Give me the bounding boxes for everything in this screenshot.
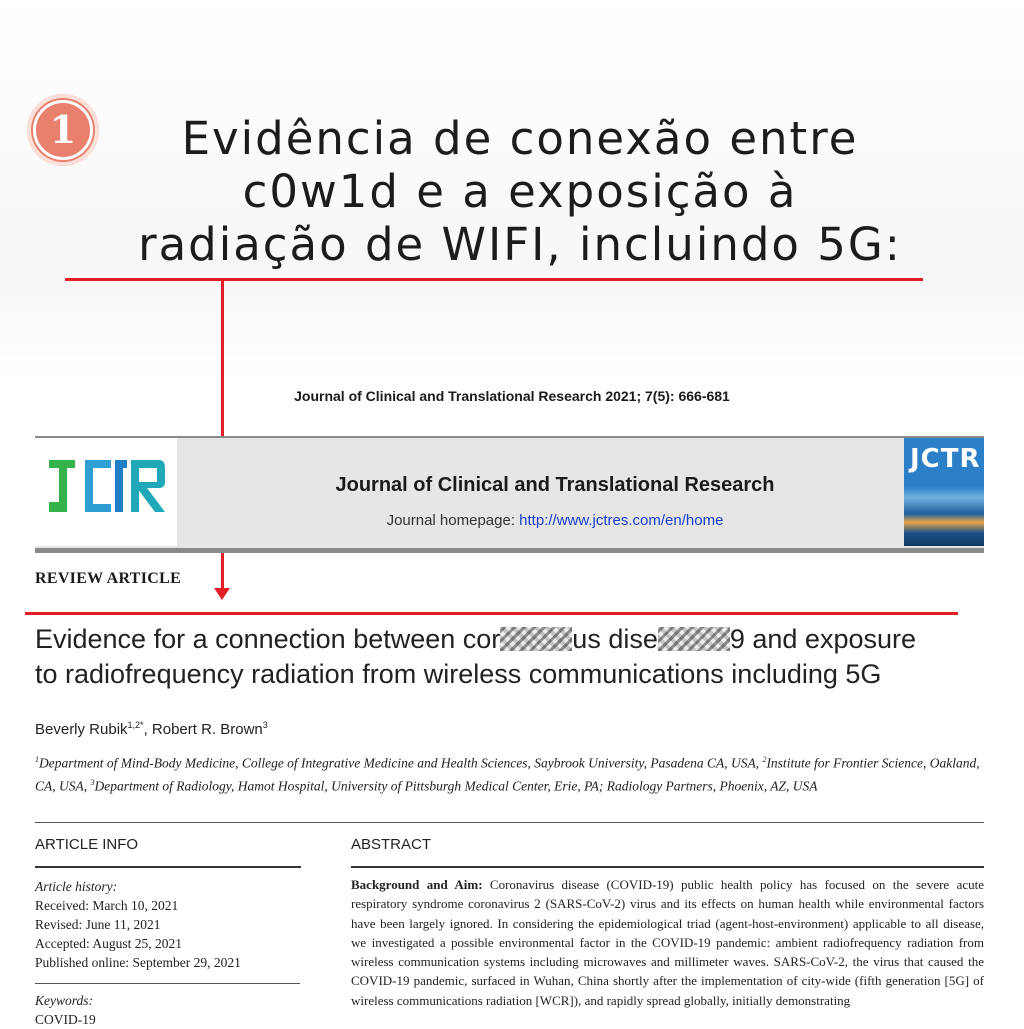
headline <box>90 112 950 271</box>
affiliations <box>35 750 985 795</box>
divider <box>35 866 301 868</box>
article-type: REVIEW ARTICLE <box>35 570 182 587</box>
accepted-date: Accepted: August 25, 2021 <box>35 936 182 951</box>
revised-date: Revised: June 11, 2021 <box>35 917 161 932</box>
headline-line-1: Evidência de conexão entre <box>181 112 859 165</box>
history-label: Article history: <box>35 879 118 894</box>
headline-line-3: radiação de WIFI, incluindo 5G: <box>138 218 902 271</box>
jctr-logo-icon <box>35 438 177 546</box>
affiliation-marker: 2 <box>762 755 767 764</box>
homepage-link[interactable]: http://www.jctres.com/en/home <box>519 512 724 529</box>
keywords-label: Keywords: <box>35 993 93 1008</box>
article-underline <box>25 612 958 615</box>
journal-cover-image <box>904 438 984 546</box>
author-2: , Robert R. Brown <box>143 721 263 738</box>
journal-citation: Journal of Clinical and Translational Research 2021; 7(5): 666-681 <box>294 388 730 404</box>
journal-name: Journal of Clinical and Translational Research <box>335 474 775 496</box>
badge-number: 1 <box>33 100 93 160</box>
blurred-text <box>658 627 730 651</box>
affiliation-marker: 3 <box>90 777 95 787</box>
affiliation-3: Department of Radiology, Hamot Hospital, University of Pittsburgh Medical Center, Erie, PA; Radiology Partners, Phoenix, AZ, USA <box>94 778 818 793</box>
number-badge <box>27 94 99 166</box>
arrow-down-icon <box>214 588 230 600</box>
journal-banner <box>35 436 984 553</box>
affiliation-2: Institute for Frontier Science, Oakland, CA, USA, <box>35 755 980 793</box>
jctr-logo <box>35 438 177 546</box>
article-info <box>35 877 300 1029</box>
abstract-text: Coronavirus disease (COVID-19) public health policy has focused on the severe acute respiratory syndrome coronavirus 2 (SARS-CoV-2) virus and its effects on human health while environmental factors have been largely ignored. In considering the epidemiological triad (agent-host-environment) applicable to all disease, we investigated a possible environmental factor in the COVID-19 pandemic: ambient radiofrequency radiation from wireless communication systems including microwaves and millimeter waves. SARS-CoV-2, the virus that caused the COVID-19 pandemic, surfaced in Wuhan, China shortly after the implementation of city-wide (fifth generation [5G] of wireless communications radiation [WCR]), and rapidly spread globally, initially demonstrating <box>351 877 984 1008</box>
author-1-affiliation: 1,2* <box>127 720 144 730</box>
headline-underline <box>65 278 923 281</box>
title-part-3: 9 and exposure <box>729 624 916 654</box>
keyword: COVID-19 <box>35 1012 96 1027</box>
article-info-heading: ARTICLE INFO <box>35 836 139 853</box>
title-part-1: Evidence for a connection between cor <box>35 624 501 654</box>
divider <box>35 822 984 823</box>
author-1: Beverly Rubik <box>35 721 128 738</box>
affiliation-1: Department of Mind-Body Medicine, College of Integrative Medicine and Health Sciences, Saybrook University, Pasadena CA, USA, <box>39 755 763 771</box>
abstract-body <box>351 875 984 1010</box>
cover-logo: JCTR <box>910 444 981 474</box>
homepage-label: Journal homepage: <box>386 512 515 529</box>
received-date: Received: March 10, 2021 <box>35 898 179 913</box>
divider <box>351 866 984 868</box>
abstract-heading: ABSTRACT <box>351 836 432 853</box>
title-line-2: to radiofrequency radiation from wireless communications including 5G <box>35 659 882 689</box>
abstract-lead: Background and Aim: <box>351 877 483 892</box>
article-title <box>35 622 995 692</box>
author-2-affiliation: 3 <box>262 720 268 730</box>
divider <box>35 983 300 984</box>
published-date: Published online: September 29, 2021 <box>35 955 241 970</box>
affiliation-marker: 1 <box>35 755 39 764</box>
journal-homepage <box>285 512 825 529</box>
headline-line-2: c0w1d e a exposição à <box>242 165 798 218</box>
authors <box>35 720 268 738</box>
title-part-2: us dise <box>572 624 658 654</box>
blurred-text <box>500 627 572 651</box>
